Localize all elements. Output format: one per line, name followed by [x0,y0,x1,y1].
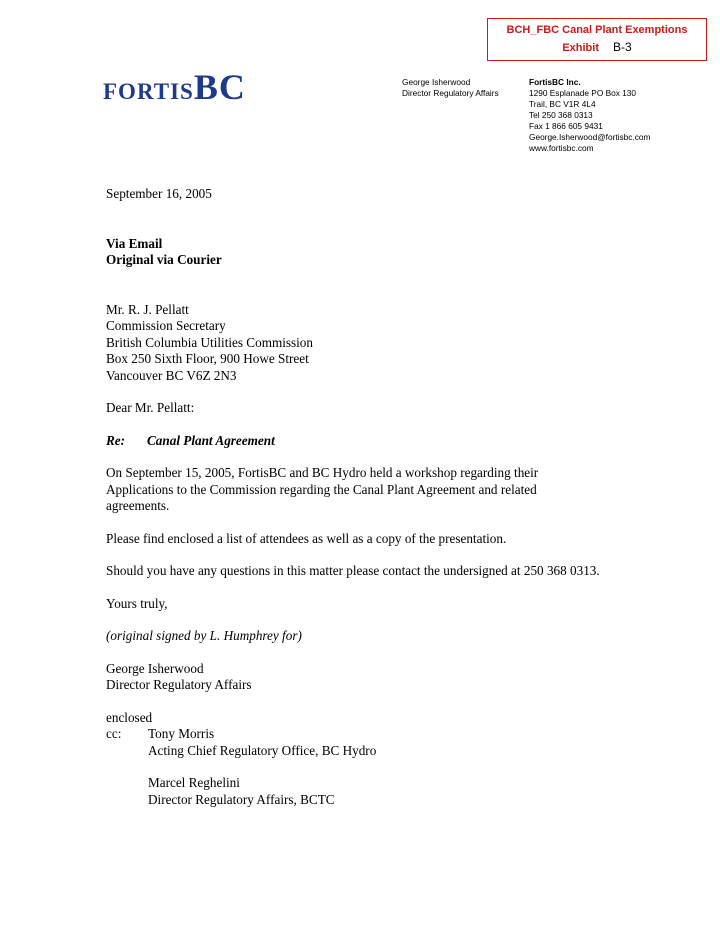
paragraph-1-line-1: On September 15, 2005, FortisBC and BC Hydro held a workshop regarding their [106,465,539,480]
cc-recipients [148,726,376,808]
cc-label: cc: [106,726,122,741]
company-website: www.fortisbc.com [529,143,594,153]
cc-2-title: Director Regulatory Affairs, BCTC [148,791,335,807]
stamp-exhibit-number: B-3 [612,40,632,54]
letter-body [106,186,686,808]
salutation: Dear Mr. Pellatt: [106,400,195,415]
cc-block [106,726,686,808]
company-tel: Tel 250 368 0313 [529,110,593,120]
company-fax: Fax 1 866 605 9431 [529,121,603,131]
logo-fortis-text: FORTIS [103,79,194,104]
logo-bc-text: BC [193,67,246,107]
paragraph-2: Please find enclosed a list of attendees as well as a copy of the presentation. [106,530,507,546]
cc-2-name: Marcel Reghelini [148,775,240,790]
recipient-address: Box 250 Sixth Floor, 900 Howe Street [106,351,309,366]
signer-title: Director Regulatory Affairs [106,677,252,692]
company-address-block [529,77,650,154]
letter-date: September 16, 2005 [106,186,212,201]
closing: Yours truly, [106,595,168,611]
signer-name: George Isherwood [106,660,204,676]
stamp-exhibit-line [488,40,706,54]
company-address-line-1: 1290 Esplanade PO Box 130 [529,88,637,98]
company-address-line-2: Trail, BC V1R 4L4 [529,99,596,109]
re-label: Re: [106,432,126,448]
re-subject: Canal Plant Agreement [147,432,275,448]
cc-1-title: Acting Chief Regulatory Office, BC Hydro [148,742,377,758]
sender-title: Director Regulatory Affairs [402,88,499,98]
recipient-city: Vancouver BC V6Z 2N3 [106,367,237,383]
company-name: FortisBC Inc. [529,77,581,87]
exhibit-stamp [487,18,707,61]
delivery-method-2: Original via Courier [106,252,222,267]
fortisbc-logo [103,66,246,108]
paragraph-1-line-3: agreements. [106,498,170,513]
sender-name: George Isherwood [402,77,471,87]
sender-block [402,77,499,99]
signature-note: (original signed by L. Humphrey for) [106,628,302,643]
paragraph-1-line-2: Applications to the Commission regarding the Canal Plant Agreement and related [106,481,537,497]
company-email: George.Isherwood@fortisbc.com [529,132,651,142]
cc-1-name: Tony Morris [148,726,215,741]
enclosure-note: enclosed [106,709,153,725]
recipient-org: British Columbia Utilities Commission [106,334,313,350]
stamp-title: BCH_FBC Canal Plant Exemptions [506,24,688,36]
recipient-title: Commission Secretary [106,318,226,333]
recipient-name: Mr. R. J. Pellatt [106,301,189,317]
stamp-exhibit-label: Exhibit [562,42,599,54]
paragraph-3: Should you have any questions in this matter please contact the undersigned at 250 368 0313. [106,563,600,578]
re-line [106,433,686,450]
delivery-method-1: Via Email [106,235,163,251]
